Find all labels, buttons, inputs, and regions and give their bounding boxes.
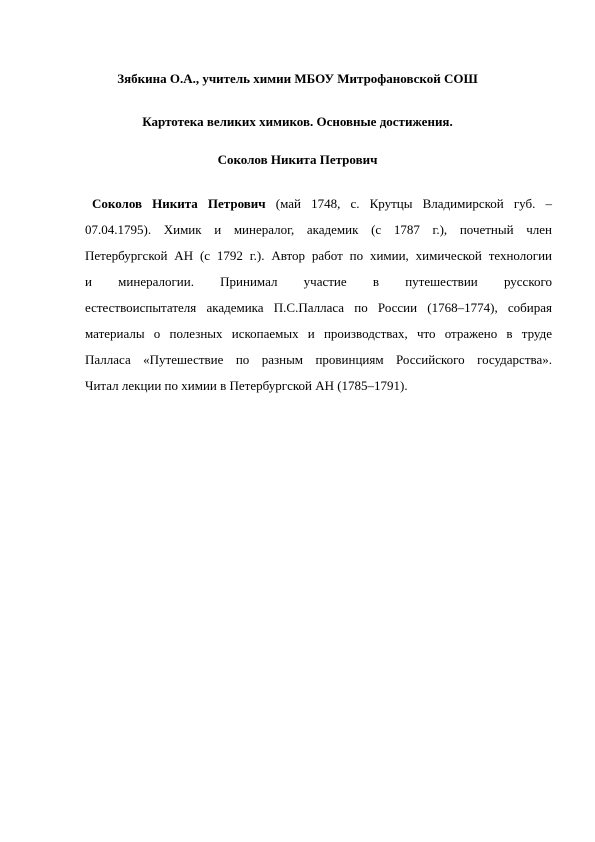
- paragraph-line-6: материалы о полезных ископаемых и производствах, что отражено в труде: [85, 326, 552, 341]
- paragraph-line-3: Петербургской АН (с 1792 г.). Автор работ по химии, химической технологии: [85, 248, 552, 263]
- paragraph-line-8: Читал лекции по химии в Петербургской АН (1785–1791).: [85, 378, 408, 393]
- document-title: Картотека великих химиков. Основные достижения.: [142, 114, 453, 129]
- person-name-bold: Соколов Никита Петрович: [92, 196, 266, 211]
- author-line: Зябкина О.А., учитель химии МБОУ Митрофановской СОШ: [117, 71, 478, 86]
- birth-info: (май 1748, с. Крутцы Владимирской губ. –: [265, 196, 552, 211]
- paragraph-line-2: 07.04.1795). Химик и минералог, академик (с 1787 г.), почетный член: [85, 222, 552, 237]
- paragraph-line-4: и минералогии. Принимал участие в путешествии русского: [85, 274, 552, 289]
- biography-paragraph: [85, 191, 552, 399]
- person-name-heading: Соколов Никита Петрович: [217, 152, 378, 167]
- paragraph-line-1: [85, 191, 552, 217]
- paragraph-line-5: естествоиспытателя академика П.С.Палласа по России (1768–1774), собирая: [85, 300, 552, 315]
- paragraph-line-7: Палласа «Путешествие по разным провинциям Российского государства».: [85, 352, 552, 367]
